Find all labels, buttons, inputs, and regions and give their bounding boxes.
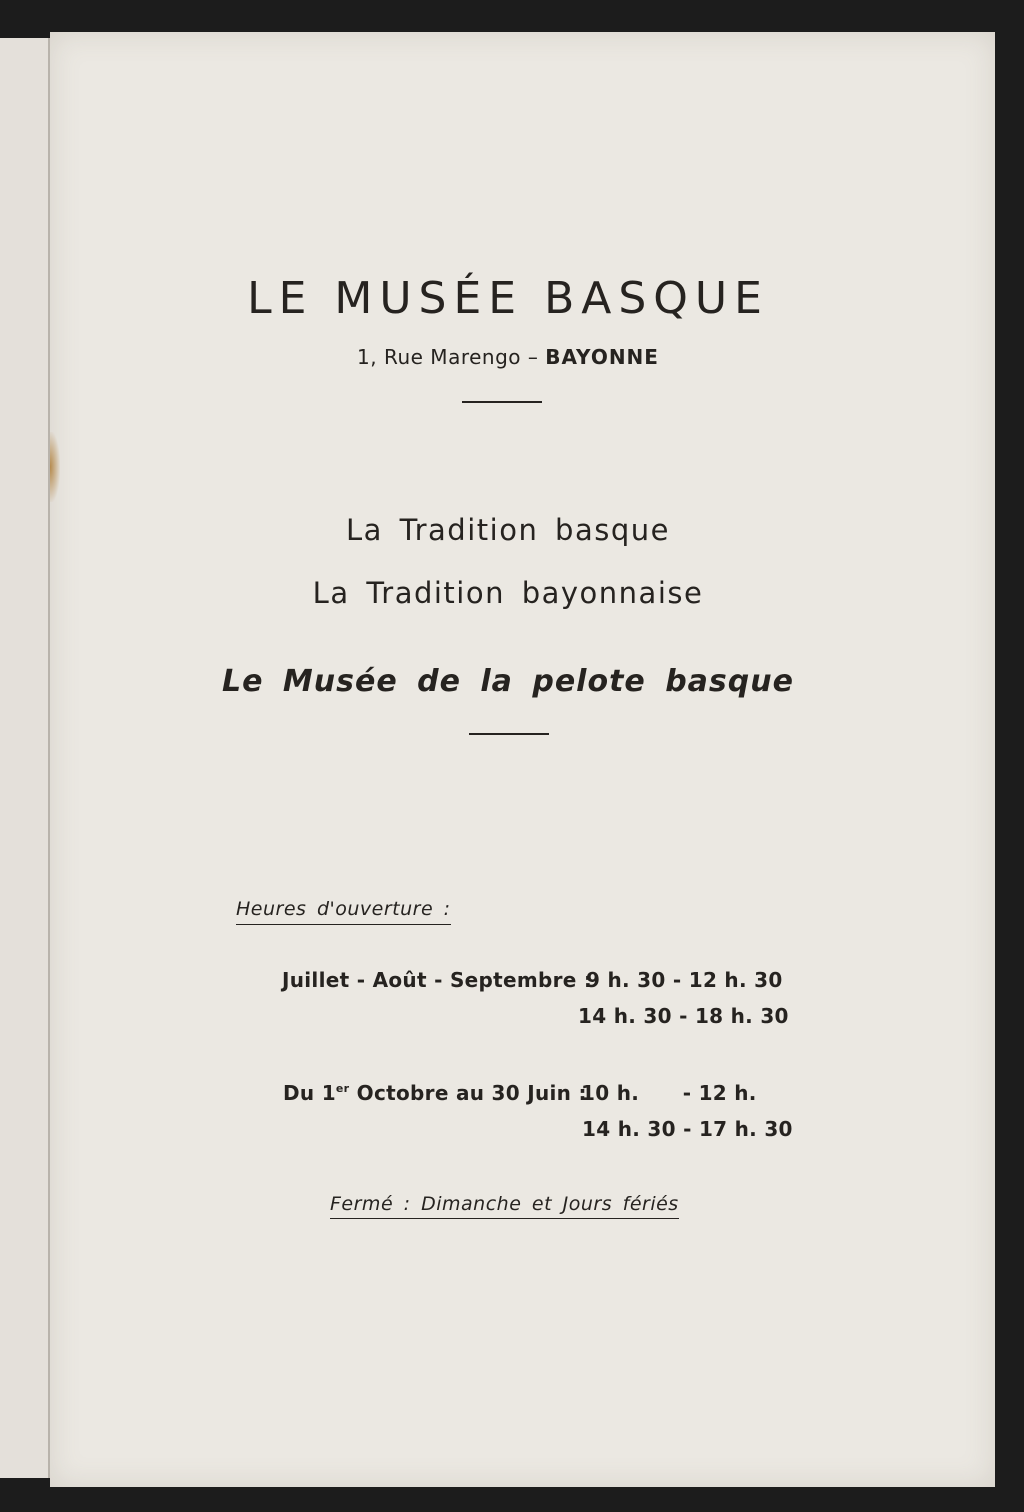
museum-title: LE MUSÉE BASQUE [247,273,769,324]
city-name: BAYONNE [545,345,659,369]
winter-morning-hours: 10 h. - 12 h. [581,1081,757,1105]
winter-period-label [283,1081,587,1105]
summer-period-label: Juillet - Août - Septembre : [282,968,593,992]
summer-afternoon-hours: 14 h. 30 - 18 h. 30 [578,1004,789,1028]
opening-hours-heading: Heures d'ouverture : [236,898,451,925]
divider-bottom [469,733,549,735]
winter-label-sup: er [335,1082,350,1095]
facing-page-edge [0,38,50,1478]
pelote-museum-subtitle: Le Musée de la pelote basque [222,664,794,699]
summer-morning-hours: 9 h. 30 - 12 h. 30 [586,968,783,992]
winter-label-prefix: Du 1 [283,1081,336,1105]
museum-address [0,345,1016,369]
street-address: 1, Rue Marengo – [357,345,539,369]
brochure-page [50,32,995,1487]
tradition-bayonnaise: La Tradition bayonnaise [312,576,704,610]
winter-label-suffix: Octobre au 30 Juin : [349,1081,587,1105]
winter-afternoon-hours: 14 h. 30 - 17 h. 30 [582,1117,793,1141]
paper-stain [50,432,60,502]
tradition-basque: La Tradition basque [346,513,670,547]
closed-days-note: Fermé : Dimanche et Jours fériés [330,1193,679,1219]
divider-top [462,401,542,403]
